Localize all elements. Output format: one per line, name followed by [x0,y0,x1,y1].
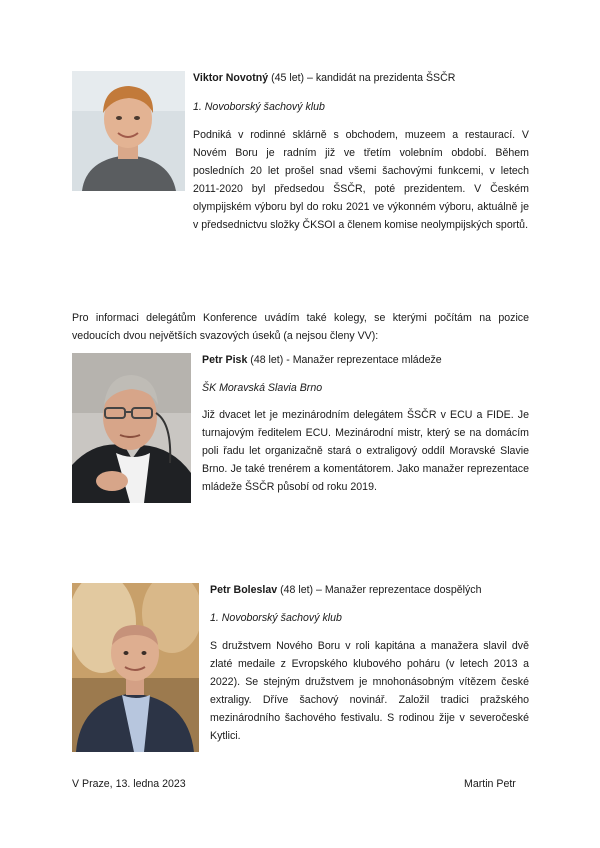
club-name: ŠK Moravská Slavia Brno [202,382,323,394]
portrait-photo-petr-pisk [72,353,191,503]
club-name: 1. Novoborský šachový klub [210,612,342,624]
manager-adults-heading [210,581,529,599]
bio-text: S družstvem Nového Boru v roli kapitána a manažera slavil dvě zlaté medaile z Evropského klubového poháru (v letech 2013 a 2022). Se stejným družstvem je mnohonásobným vítězem české extraligy. Dříve šachový novinář. Založil tradici pražského mezinárodního šachového festivalu. S rodinou žije v severočeské Kytlici. [210,640,529,742]
manager-youth-role: (48 let) - Manažer reprezentace mládeže [247,354,442,366]
intro-paragraph: Pro informaci delegátům Konference uvádím také kolegy, se kterými počítám na pozice vedoucích dvou největších svazových úseků (a nejsou členy VV): [72,312,529,342]
candidate-role: (45 let) – kandidát na prezidenta ŠSČR [268,72,456,84]
bio-text: Již dvacet let je mezinárodním delegátem ŠSČR v ECU a FIDE. Je turnajovým ředitelem ECU. Mezinárodní mistr, který se na domácím poli řadu let organizačně stará o extraligový oddíl Moravské Slavie Brno. Je také trenérem a komentátorem. Jako manažer reprezentace mládeže ŠSČR působí od roku 2019. [202,409,529,493]
candidate-name: Viktor Novotný [193,72,269,84]
bio-text: Podniká v rodinné sklárně s obchodem, muzeem a restaurací. V Novém Boru je radním již ve třetím volebním období. Během posledních 20 let prošel snad všemi šachovými funkcemi, v letech 2011-2020 byl předsedou ŠSČR, poté prezidentem. V Českém olympijském výboru byl do roku 2021 ve výkonném výboru, aktuálně je v předsednictvu složky ČKSOI a členem komise neolympijských sportů. [193,129,529,231]
place-and-date: V Praze, 13. ledna 2023 [72,778,186,790]
manager-youth-name: Petr Pisk [202,354,248,366]
candidate-heading [193,69,529,87]
signature-name: Martin Petr [464,778,516,790]
club-name: 1. Novoborský šachový klub [193,101,325,113]
manager-adults-role: (48 let) – Manažer reprezentace dospělých [277,584,482,596]
portrait-photo-petr-boleslav [72,583,199,752]
manager-youth-heading [202,351,529,369]
bio-paragraph [72,126,529,234]
manager-adults-name: Petr Boleslav [210,584,278,596]
